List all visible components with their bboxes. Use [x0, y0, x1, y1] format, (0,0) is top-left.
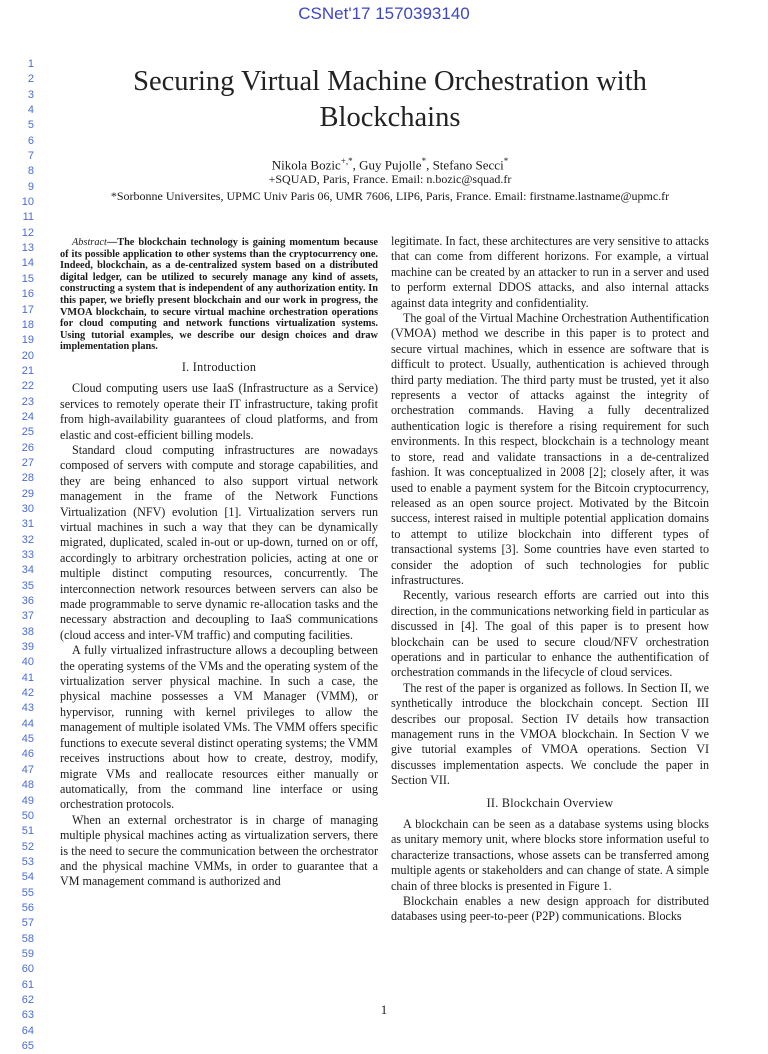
line-number: 28: [21, 472, 34, 485]
line-number: 23: [21, 395, 34, 408]
paragraph: Recently, various research efforts are carried out into this direction, in the communications networking field in particular as discussed in [4]. The goal of this paper is to present how blockchain can be used to secure cloud/NFV orchestration operations and in particular to enhance the authentification of orchestration commands in the lifecycle of cloud services.: [391, 588, 709, 680]
line-number: 5: [27, 119, 34, 132]
paragraph: Cloud computing users use IaaS (Infrastructure as a Service) services to remotely operate their IT infrastructure, taking profit from high-availability guarantees of cloud platforms, and from elastic and cost-efficient billing models.: [60, 381, 378, 442]
line-number: 17: [21, 303, 34, 316]
line-number: 58: [21, 932, 34, 945]
line-number: 63: [21, 1009, 34, 1022]
line-number: 42: [21, 687, 34, 700]
line-number: 32: [21, 533, 34, 546]
paper-title: Securing Virtual Machine Orchestration with Blockchains: [133, 66, 647, 133]
affiliation-1: +SQUAD, Paris, France. Email: n.bozic@squad.fr: [268, 172, 512, 186]
line-number: 45: [21, 733, 34, 746]
line-number: 7: [27, 150, 34, 163]
line-number: 8: [27, 165, 34, 178]
abstract-label: Abstract: [72, 237, 107, 248]
line-number: 27: [21, 456, 34, 469]
line-number: 15: [21, 272, 34, 285]
line-number: 47: [21, 763, 34, 776]
line-number: 24: [21, 410, 34, 423]
line-number: 49: [21, 794, 34, 807]
line-number: 26: [21, 441, 34, 454]
line-number: 48: [21, 779, 34, 792]
line-number: 6: [27, 134, 34, 147]
line-number: 12: [21, 226, 34, 239]
line-number: 4: [27, 104, 34, 117]
line-number: 57: [21, 917, 34, 930]
line-number: 18: [21, 318, 34, 331]
line-number: 61: [21, 978, 34, 991]
line-number: 29: [21, 487, 34, 500]
line-number: 14: [21, 257, 34, 270]
line-number: 50: [21, 809, 34, 822]
section-heading-introduction: I. Introduction: [181, 359, 257, 374]
paragraph: The goal of the Virtual Machine Orchestration Authentification (VMOA) method we describe in this paper is to protect and secure virtual machines, which in essence are software that is difficult to protect. Usually, authentication is achieved through third party mediation. The third party must be trusted, yet it also represents a vector of attacks against the integrity of orchestration commands. Having a fully decentralized authentication logic is therefore a rising requirement for such environments. In this respect, blockchain is a technology meant to store, read and validate transactions in a de-centralized fashion. It was conceptualized in 2008 [2]; closely after, it was used to enable a payment system for the Bitcoin cryptocurrency, released as an open source project. Motivated by the Bitcoin success, interest raised in multiple potential application domains to attempt to utilize blockchain into different types of transactional systems [3]. Some countries have even started to consider the adoption of such technologies for public infrastructures.: [391, 311, 709, 587]
paragraph: Blockchain enables a new design approach for distributed databases using peer-to-peer (P2P) communications. Blocks: [391, 894, 709, 924]
line-number: 52: [21, 840, 34, 853]
line-number: 44: [21, 717, 34, 730]
line-number: 21: [21, 364, 34, 377]
right-column: [391, 234, 709, 925]
line-number: 20: [21, 349, 34, 362]
line-number: 34: [21, 564, 34, 577]
section-heading-blockchain-overview: II. Blockchain Overview: [486, 795, 614, 810]
authors: Nikola Bozic+,*, Guy Pujolle*, Stefano Secci*: [271, 156, 509, 173]
line-number: 59: [21, 947, 34, 960]
line-numbers: [8, 57, 34, 1054]
abstract: [60, 237, 378, 353]
line-number: 10: [21, 196, 34, 209]
line-number: 60: [21, 963, 34, 976]
line-number: 51: [21, 825, 34, 838]
paragraph: A blockchain can be seen as a database systems using blocks as unitary memory unit, where blocks store information useful to characterize transactions, whose assets can be transferred among multiple agents or stakeholders and can change of state. A simple chain of three blocks is presented in Figure 1.: [391, 817, 709, 893]
line-number: 30: [21, 502, 34, 515]
paragraph: legitimate. In fact, these architectures are very sensitive to attacks that can come from different horizons. For example, a virtual machine can be created by an attacker to run in a server and used to perform external DDOS attacks, and also internal attacks against data integrity and confidentiality.: [391, 234, 709, 310]
line-number: 13: [21, 242, 34, 255]
line-number: 9: [27, 180, 34, 193]
line-number: 37: [21, 610, 34, 623]
line-number: 46: [21, 748, 34, 761]
line-number: 54: [21, 871, 34, 884]
line-number: 41: [21, 671, 34, 684]
line-number: 56: [21, 901, 34, 914]
line-number: 36: [21, 595, 34, 608]
affiliation-2: *Sorbonne Universites, UPMC Univ Paris 06, UMR 7606, LIP6, Paris, France. Email: firstname.lastname@upmc.fr: [110, 189, 670, 203]
paragraph: When an external orchestrator is in charge of managing multiple physical machines acting as virtualization servers, there is the need to secure the communication between the orchestrator and the physical machine VMMs, in order to guarantee that a VM management command is authorized and: [60, 812, 378, 889]
line-number: 2: [27, 73, 34, 86]
line-number: 35: [21, 579, 34, 592]
line-number: 22: [21, 380, 34, 393]
line-number: 40: [21, 656, 34, 669]
line-number: 64: [21, 1024, 34, 1037]
line-number: 53: [21, 855, 34, 868]
line-number: 65: [21, 1040, 34, 1052]
line-number: 16: [21, 288, 34, 301]
line-number: 31: [21, 518, 34, 531]
line-number: 25: [21, 426, 34, 439]
line-number: 19: [21, 334, 34, 347]
line-number: 62: [21, 993, 34, 1006]
line-number: 3: [27, 88, 34, 101]
paragraph: The rest of the paper is organized as follows. In Section II, we synthetically introduce the blockchain concept. Section III describes our proposal. Section IV details how transaction management runs in the VMOA blockchain. In Section V we give tutorial examples of VMOA operations. Section VI discusses implementation aspects. We conclude the paper in Section VII.: [391, 680, 709, 788]
abstract-text: —The blockchain technology is gaining momentum because of its possible application to other systems than the cryptocurrency one. Indeed, blockchain, as a de-centralized system based on a distributed digital ledger, can be utilized to securely manage any kind of assets, constructing a system that is independent of any authorization entity. In this paper, we briefly present blockchain and our work in progress, the VMOA blockchain, to secure virtual machine orchestration operations for cloud computing and network functions virtualization systems. Using tutorial examples, we describe our design choices and draw implementation plans.: [60, 237, 378, 353]
left-column: [60, 237, 378, 890]
line-number: 11: [22, 211, 34, 224]
line-number: 33: [21, 549, 34, 561]
paragraph: Standard cloud computing infrastructures are nowadays composed of servers with compute and storage capabilities, and they are being enhanced to also support virtual network management in the frame of the Network Functions Virtualization (NFV) evolution [1]. Virtualization servers run virtual machines in such a way that they can be dynamically migrated, duplicated, scaled in-out or up-down, turned on or off, accordingly to arbitrary orchestration policies, acting at one or multiple distinct computing resources, concurrently. The interconnection network resources between servers can also be made programmable to serve dynamic re-allocation tasks and the necessary abstraction and decoupling to IaaS communications (cloud access and inter-VM traffic) and computing facilities.: [60, 442, 378, 642]
line-number: 55: [21, 886, 34, 899]
paragraph: A fully virtualized infrastructure allows a decoupling between the operating systems of the VMs and the operating system of the virtualization server physical machine. In such a case, the physical machine possesses a VM Manager (VMM), or hypervisor, running with kernel privileges to allow the management of multiple isolated VMs. The VMM offers specific functions to execute several distinct operating systems; the VMM receives instructions about how to create, destroy, modify, migrate VMs and reallocate resources either manually or automatically, from the command line interface or using orchestration protocols.: [60, 643, 378, 812]
line-number: 39: [21, 641, 34, 654]
line-number: 1: [27, 58, 34, 70]
conference-header: CSNet'17 1570393140: [298, 4, 470, 23]
line-number: 43: [21, 702, 34, 715]
line-number: 38: [21, 625, 34, 638]
page-number: 1: [380, 1002, 388, 1017]
